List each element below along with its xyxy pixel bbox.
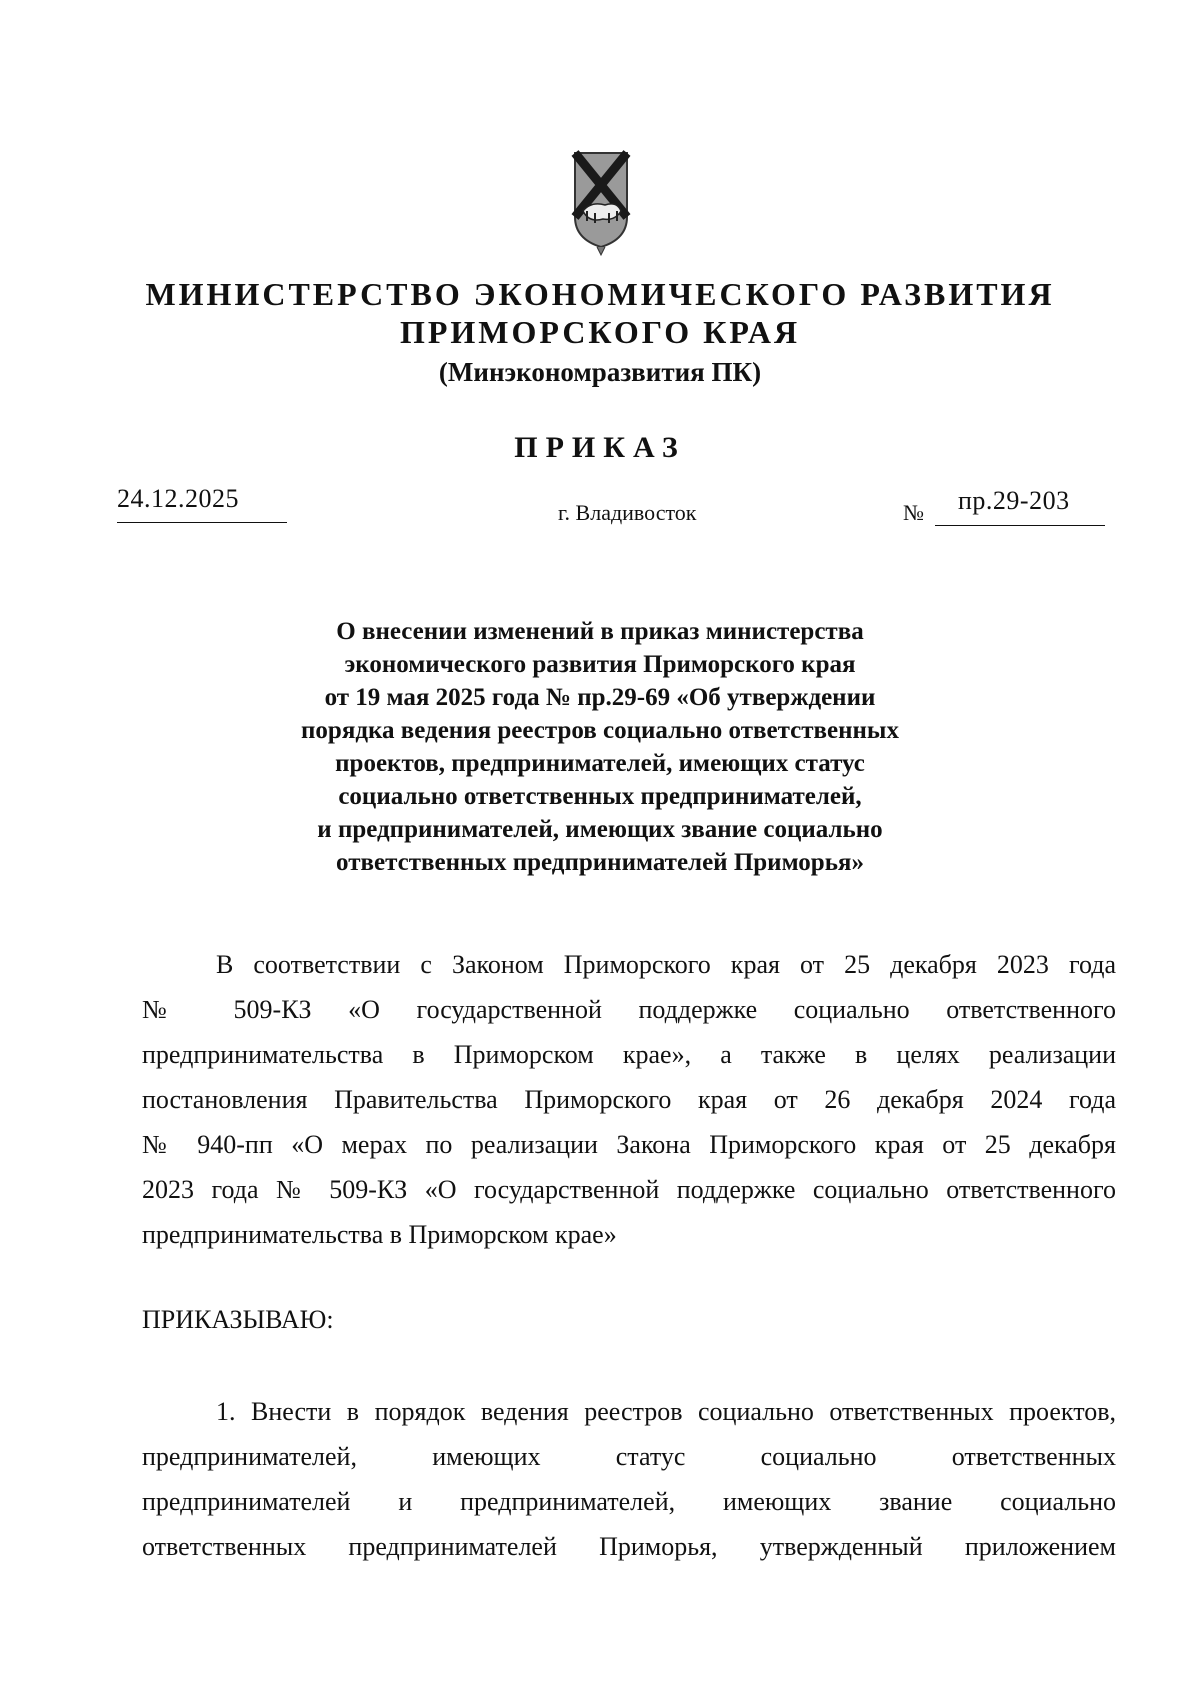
subject-line: порядка ведения реестров социально ответственных xyxy=(301,717,899,744)
order-city: г. Владивосток xyxy=(558,500,697,525)
preamble-paragraph xyxy=(142,942,1116,1257)
paragraph-line: ответственных предпринимателей Приморья, утвержденный приложением xyxy=(142,1532,1116,1561)
subject-line: экономического развития Приморского края xyxy=(344,651,856,678)
document-type-title: ПРИКАЗ xyxy=(514,431,686,464)
paragraph-line: предпринимательства в Приморском крае», а также в целях реализации xyxy=(142,1040,1116,1069)
paragraph-line: предпринимателей и предпринимателей, имеющих звание социально xyxy=(142,1487,1116,1516)
subject-line: ответственных предпринимателей Приморья» xyxy=(336,849,864,876)
paragraph-line: предпринимателей, имеющих статус социально ответственных xyxy=(142,1442,1116,1471)
paragraph-line: № 509-КЗ «О государственной поддержке социально ответственного xyxy=(142,995,1116,1024)
paragraph-line: № 940-пп «О мерах по реализации Закона Приморского края от 25 декабря xyxy=(142,1130,1116,1159)
paragraph-line: предпринимательства в Приморском крае» xyxy=(142,1220,617,1249)
order-date: 24.12.2025 xyxy=(117,484,239,513)
ministry-abbreviation: (Минэкономразвития ПК) xyxy=(438,357,762,387)
paragraph-line: В соответствии с Законом Приморского края от 25 декабря 2023 года xyxy=(216,950,1116,979)
order-subject xyxy=(250,615,950,879)
subject-line: и предпринимателей, имеющих звание социально xyxy=(317,816,883,843)
subject-line: от 19 мая 2025 года № пр.29-69 «Об утверждении xyxy=(324,684,876,711)
date-underline xyxy=(117,522,287,523)
paragraph-line: 2023 года № 509-КЗ «О государственной поддержке социально ответственного xyxy=(142,1175,1116,1204)
ministry-name-line1: МИНИСТЕРСТВО ЭКОНОМИЧЕСКОГО РАЗВИТИЯ xyxy=(145,276,1055,312)
primorsky-krai-coat-of-arms-icon xyxy=(569,147,633,257)
ministry-name-line2: ПРИМОРСКОГО КРАЯ xyxy=(399,314,801,350)
paragraph-line: постановления Правительства Приморского края от 26 декабря 2024 года xyxy=(142,1085,1116,1114)
subject-line: социально ответственных предпринимателей, xyxy=(338,783,862,810)
number-underline xyxy=(935,525,1105,526)
item-1-paragraph xyxy=(142,1389,1116,1569)
subject-line: проектов, предпринимателей, имеющих статус xyxy=(335,750,865,777)
subject-line: О внесении изменений в приказ министерства xyxy=(336,618,864,645)
orders-keyword: ПРИКАЗЫВАЮ: xyxy=(142,1305,334,1334)
number-sign: № xyxy=(903,500,924,525)
order-number: пр.29-203 xyxy=(958,486,1070,515)
paragraph-line: 1. Внести в порядок ведения реестров социально ответственных проектов, xyxy=(216,1397,1116,1426)
